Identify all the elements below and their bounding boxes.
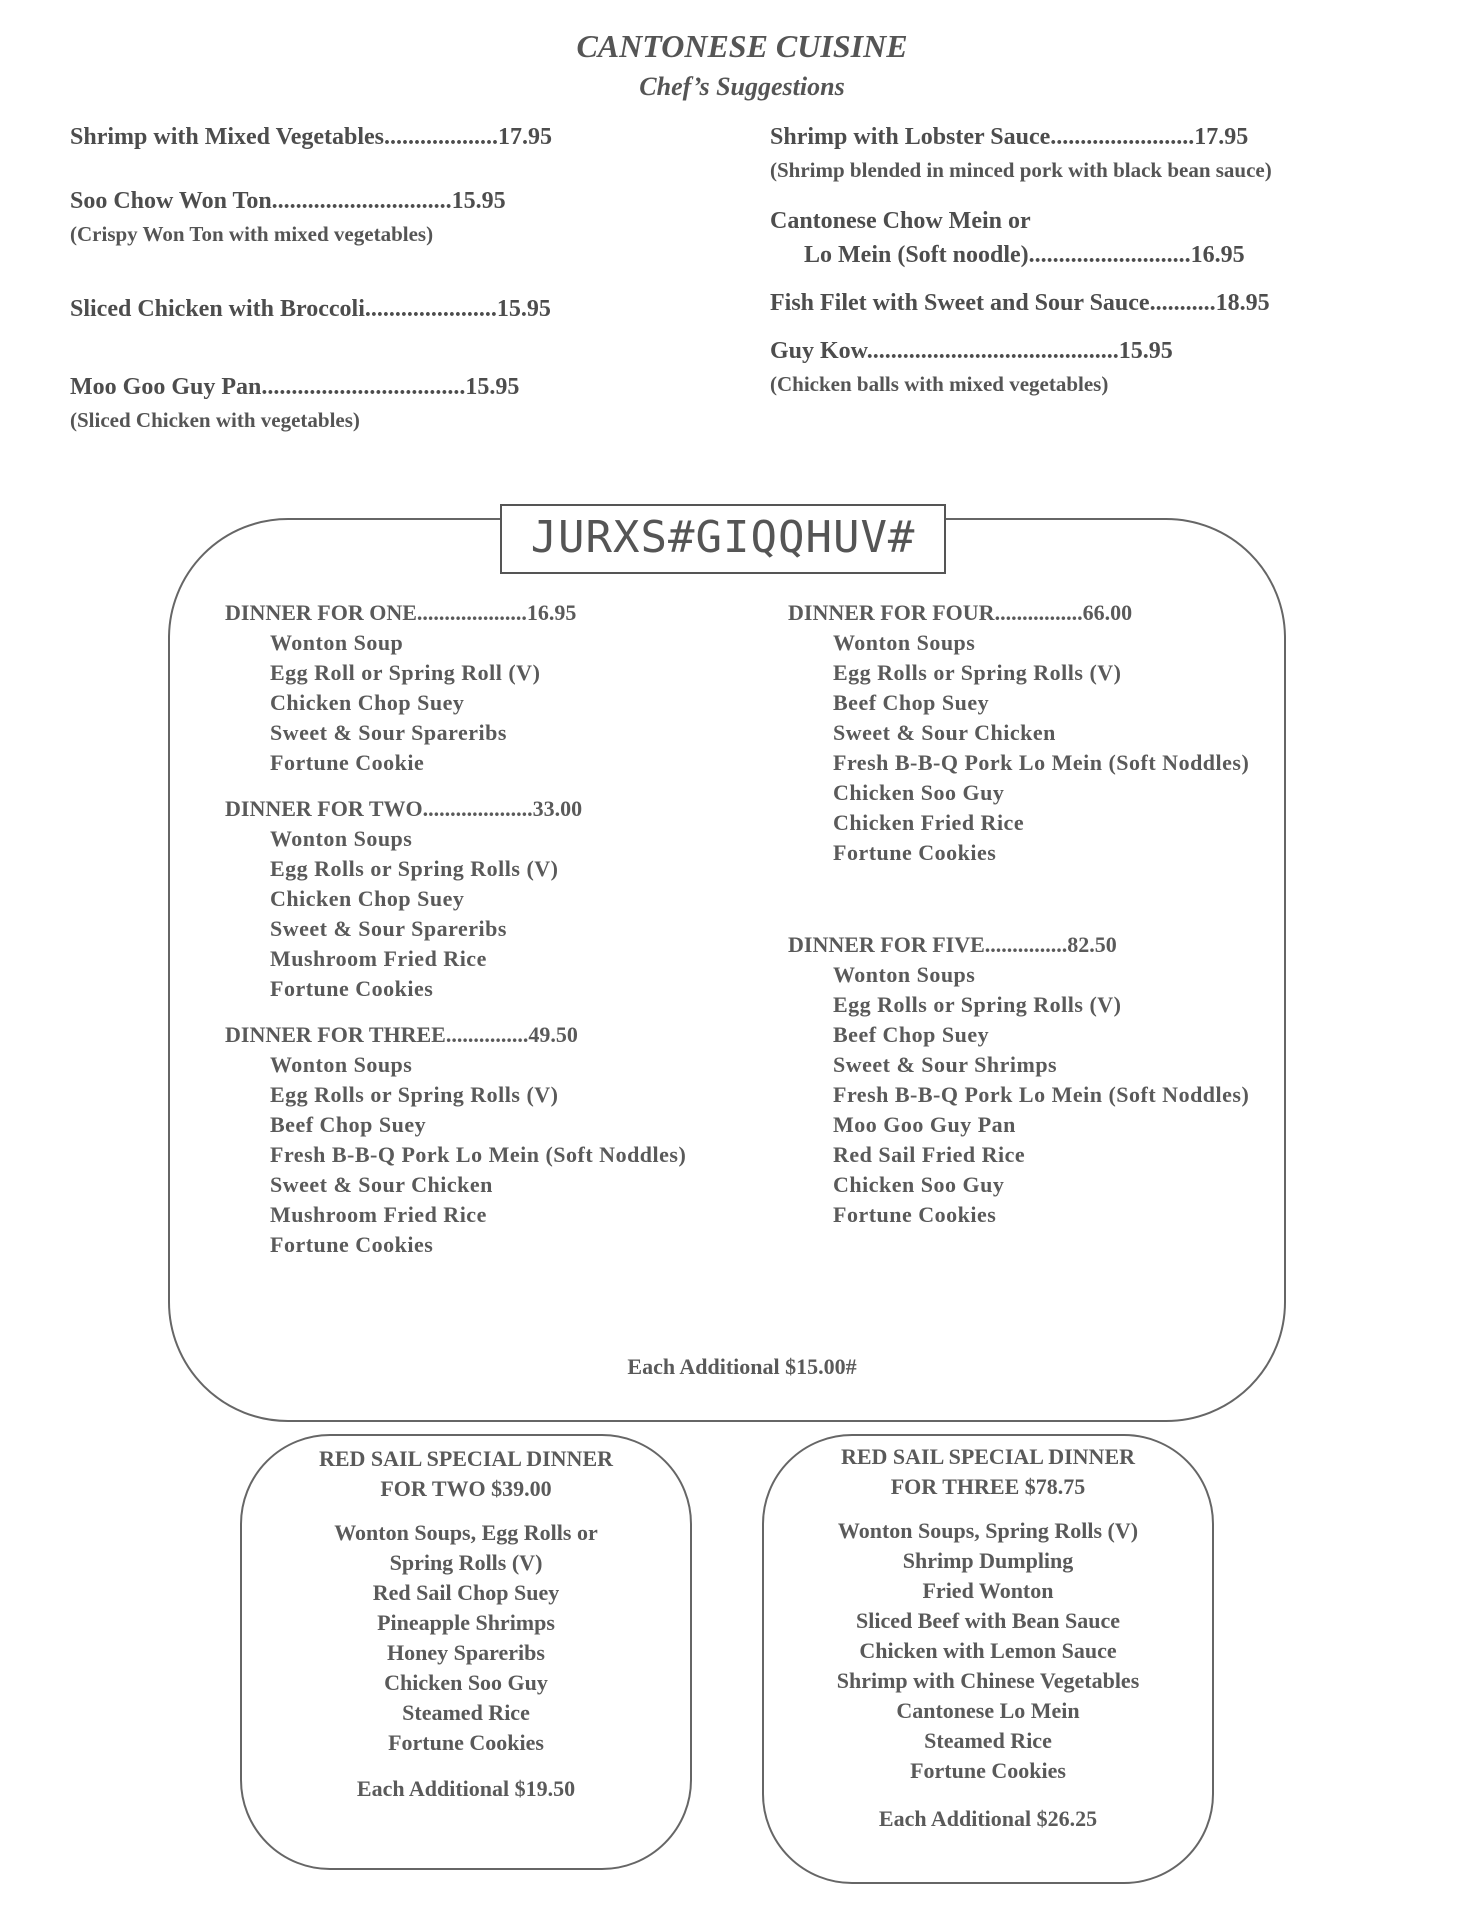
chef-item [70, 124, 552, 151]
leader-dots: ........................ [1050, 124, 1195, 150]
leader-dots: ........................... [1028, 242, 1191, 268]
leader-dots: ................ [994, 600, 1083, 625]
dinner-price: 49.50 [528, 1022, 578, 1047]
dinner-item: Chicken Chop Suey [270, 886, 465, 911]
leader-dots: .................... [416, 600, 527, 625]
dinner-item: Fresh B-B-Q Pork Lo Mein (Soft Noddles) [270, 1142, 687, 1167]
dinner-price: 66.00 [1082, 600, 1133, 625]
dinner-item: Sweet & Sour Spareribs [270, 720, 507, 745]
dinner-item: Wonton Soups [270, 826, 413, 851]
item-price: 15.95 [465, 374, 520, 400]
item-name: Guy Kow [770, 338, 867, 364]
special-item: Pineapple Shrimps [377, 1610, 555, 1635]
dinner-item: Fortune Cookies [270, 1232, 434, 1257]
dinner-price: 82.50 [1067, 932, 1117, 957]
special-item: Sliced Beef with Bean Sauce [856, 1608, 1120, 1633]
special-item: Steamed Rice [924, 1728, 1052, 1753]
special-item: Fortune Cookies [388, 1730, 544, 1755]
dinner-heading [788, 600, 1132, 626]
dinner-item: Fresh B-B-Q Pork Lo Mein (Soft Noddles) [833, 1082, 1250, 1107]
dinner-item: Wonton Soups [270, 1052, 413, 1077]
leader-dots: .................... [422, 796, 533, 821]
dinner-item: Sweet & Sour Shrimps [833, 1052, 1058, 1077]
dinner-item: Sweet & Sour Chicken [270, 1172, 493, 1197]
item-description: (Chicken balls with mixed vegetables) [770, 372, 1109, 396]
dinner-title: DINNER FOR ONE [225, 600, 417, 625]
leader-dots: .................................. [261, 374, 466, 400]
dinner-heading [225, 1022, 578, 1048]
special-title: RED SAIL SPECIAL DINNER [318, 1446, 614, 1471]
special-item: Chicken with Lemon Sauce [859, 1638, 1117, 1663]
leader-dots: ................... [384, 124, 499, 150]
each-additional-note: Each Additional $26.25 [878, 1806, 1098, 1831]
dinner-item: Chicken Soo Guy [833, 1172, 1005, 1197]
item-name: Soo Chow Won Ton [70, 188, 272, 214]
dinner-item: Mushroom Fried Rice [270, 946, 487, 971]
special-title: FOR THREE $78.75 [890, 1474, 1086, 1499]
dinner-title: DINNER FOR TWO [225, 796, 423, 821]
special-item: Cantonese Lo Mein [896, 1698, 1080, 1723]
special-title: FOR TWO $39.00 [380, 1476, 552, 1501]
leader-dots: ........... [1149, 290, 1216, 316]
dinner-item: Egg Rolls or Spring Rolls (V) [270, 856, 559, 881]
special-item: Shrimp Dumpling [902, 1548, 1074, 1573]
chef-item [70, 374, 519, 401]
item-price: 15.95 [451, 188, 506, 214]
item-price: 17.95 [1194, 124, 1249, 150]
item-name: Lo Mein (Soft noodle) [804, 242, 1029, 268]
group-dinner-label: JURXS#GIQQHUV# [500, 504, 946, 574]
leader-dots: .......................................... [866, 338, 1119, 364]
dinner-item: Fortune Cookies [833, 1202, 997, 1227]
dinner-item: Egg Roll or Spring Roll (V) [270, 660, 541, 685]
special-item: Red Sail Chop Suey [372, 1580, 560, 1605]
dinner-item: Egg Rolls or Spring Rolls (V) [833, 992, 1122, 1017]
each-additional-note: Each Additional $15.00# [627, 1354, 857, 1379]
chef-item [770, 290, 1270, 317]
dinner-item: Chicken Soo Guy [833, 780, 1005, 805]
special-item: Fortune Cookies [910, 1758, 1066, 1783]
dinner-item: Egg Rolls or Spring Rolls (V) [270, 1082, 559, 1107]
chef-item: Cantonese Chow Mein or [770, 208, 1031, 234]
item-description: (Crispy Won Ton with mixed vegetables) [70, 222, 434, 246]
dinner-item: Chicken Fried Rice [833, 810, 1025, 835]
special-item: Steamed Rice [402, 1700, 530, 1725]
each-additional-note: Each Additional $19.50 [356, 1776, 576, 1801]
dinner-heading [225, 796, 582, 822]
chef-item [70, 296, 551, 323]
dinner-heading [788, 932, 1117, 958]
dinner-item: Sweet & Sour Chicken [833, 720, 1056, 745]
item-name: Fish Filet with Sweet and Sour Sauce [770, 290, 1150, 316]
chef-item [70, 188, 506, 215]
dinner-item: Fortune Cookies [270, 976, 434, 1001]
dinner-item: Moo Goo Guy Pan [833, 1112, 1016, 1137]
special-item: Shrimp with Chinese Vegetables [836, 1668, 1140, 1693]
menu-title: CANTONESE CUISINE [576, 28, 908, 64]
item-description: (Shrimp blended in minced pork with black bean sauce) [770, 158, 1272, 182]
item-name: Moo Goo Guy Pan [70, 374, 262, 400]
dinner-item: Sweet & Sour Spareribs [270, 916, 507, 941]
dinner-item: Beef Chop Suey [270, 1112, 427, 1137]
special-item: Wonton Soups, Egg Rolls or [334, 1520, 598, 1545]
special-title: RED SAIL SPECIAL DINNER [840, 1444, 1136, 1469]
dinner-item: Red Sail Fried Rice [833, 1142, 1026, 1167]
leader-dots: .............................. [271, 188, 452, 214]
dinner-item: Wonton Soups [833, 630, 976, 655]
special-item: Wonton Soups, Spring Rolls (V) [837, 1518, 1139, 1543]
dinner-price: 16.95 [526, 600, 577, 625]
special-item: Fried Wonton [922, 1578, 1054, 1603]
dinner-title: DINNER FOR FOUR [788, 600, 995, 625]
dinner-item: Egg Rolls or Spring Rolls (V) [833, 660, 1122, 685]
menu-subtitle: Chef’s Suggestions [639, 72, 845, 101]
chef-item [770, 338, 1173, 365]
special-item: Spring Rolls (V) [389, 1550, 543, 1575]
item-name: Shrimp with Mixed Vegetables [70, 124, 385, 150]
item-description: (Sliced Chicken with vegetables) [70, 408, 360, 432]
chef-item [804, 242, 1245, 269]
item-name: Sliced Chicken with Broccoli [70, 296, 365, 322]
dinner-item: Beef Chop Suey [833, 1022, 990, 1047]
item-price: 16.95 [1190, 242, 1245, 268]
dinner-item: Chicken Chop Suey [270, 690, 465, 715]
dinner-price: 33.00 [532, 796, 583, 821]
dinner-heading [225, 600, 576, 626]
dinner-item: Mushroom Fried Rice [270, 1202, 487, 1227]
special-item: Chicken Soo Guy [384, 1670, 548, 1695]
item-price: 18.95 [1215, 290, 1270, 316]
leader-dots: ............... [984, 932, 1068, 957]
dinner-item: Wonton Soups [833, 962, 976, 987]
item-price: 15.95 [496, 296, 551, 322]
dinner-item: Beef Chop Suey [833, 690, 990, 715]
dinner-item: Fortune Cookie [270, 750, 425, 775]
special-item: Honey Spareribs [387, 1640, 545, 1665]
dinner-title: DINNER FOR FIVE [788, 932, 985, 957]
dinner-title: DINNER FOR THREE [225, 1022, 446, 1047]
leader-dots: ............... [445, 1022, 529, 1047]
item-price: 15.95 [1118, 338, 1173, 364]
leader-dots: ...................... [364, 296, 497, 322]
dinner-item: Fresh B-B-Q Pork Lo Mein (Soft Noddles) [833, 750, 1250, 775]
item-name: Shrimp with Lobster Sauce [770, 124, 1051, 150]
item-price: 17.95 [498, 124, 553, 150]
dinner-item: Fortune Cookies [833, 840, 997, 865]
dinner-item: Wonton Soup [270, 630, 404, 655]
chef-item [770, 124, 1248, 151]
